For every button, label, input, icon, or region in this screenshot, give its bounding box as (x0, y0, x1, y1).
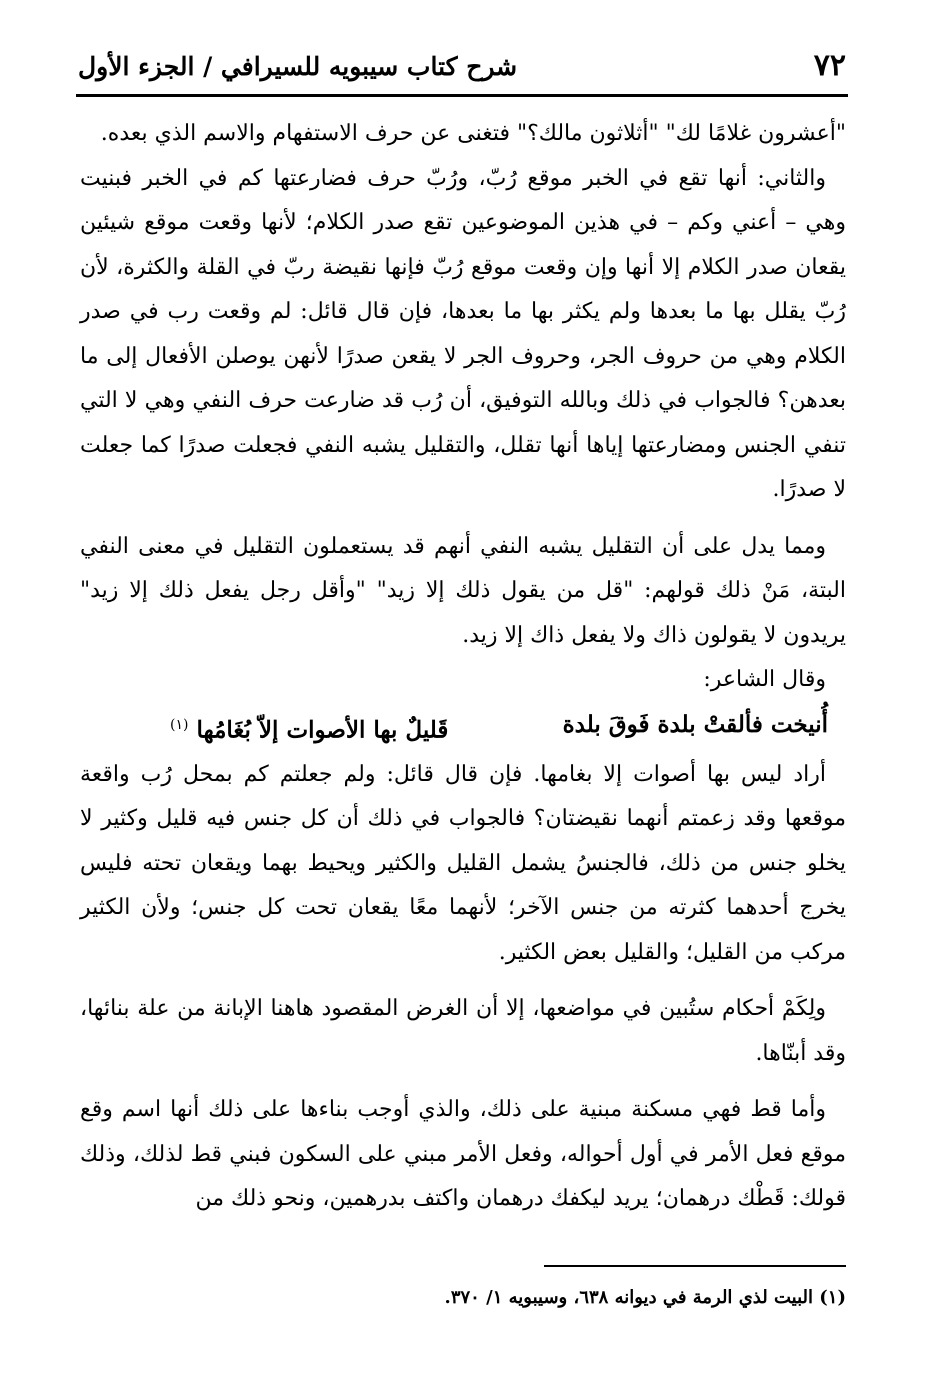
running-title: شرح كتاب سيبويه للسيرافي / الجزء الأول (78, 52, 518, 81)
verse-second-half: قَليلٌ بها الأصوات إلاّ بُغَامُها (196, 716, 449, 744)
main-text (80, 112, 846, 1222)
paragraph: أراد ليس بها أصوات إلا بغامها. فإن قال قائل: ولم جعلتم كم بمحل رُب واقعة موقعها وقد زعمتم أنهما نقيضتان؟ فالجواب في ذلك أن كل جنس فيه قليل وكثير لا يخلو جنس من ذلك، فالجنسُ يشمل القليل والكثير ويحيط بهما ويقعان تحته فليس يخرج أحدهما كثرته من جنس الآخر؛ لأنهما معًا يقعان تحت كل جنس؛ ولأن الكثير مركب من القليل؛ والقليل بعض الكثير. (80, 761, 846, 965)
page-header (78, 44, 846, 90)
paragraph: ولِكَمْ أحكام ستُبين في مواضعها، إلا أن الغرض المقصود هاهنا الإبانة من علة بنائها، وقد أبنّاها. (80, 996, 846, 1066)
paragraph: "أعشرون غلامًا لك" "أثلاثون مالك؟" فتغنى عن حرف الاستفهام والاسم الذي بعده. (100, 121, 846, 146)
page-number: ٧٢ (813, 48, 846, 83)
footnote-divider (544, 1265, 846, 1267)
header-divider (76, 94, 848, 97)
paragraph: وأما قط فهي مسكنة مبنية على ذلك، والذي أوجب بناءها على ذلك أنها اسم وقع موقع فعل الأمر في أول أحواله، وفعل الأمر مبني على السكون فبني قط لذلك، وذلك قولك: قَطْك درهمان؛ يريد ليكفك درهمان واكتف بدرهمين، ونحو ذلك من (80, 1097, 846, 1212)
paragraph: وقال الشاعر: (703, 667, 826, 692)
footnote: (١) البيت لذي الرمة في ديوانه ٦٣٨، وسيبويه ١/ ٣٧٠. (444, 1287, 846, 1308)
verse-second-half-wrap (170, 703, 448, 753)
verse-first-half: أُنيخت فألقتْ بلدة فَوقَ بلدة (562, 710, 828, 738)
paragraph: والثاني: أنها تقع في الخبر موقع رُبّ، ورُبّ حرف فضارعتها كم في الخبر فبنيت وهي – أعني وكم – في هذين الموضوعين تقع صدر الكلام؛ لأنها وقعت موقع شيئين يقعان صدر الكلام إلا أنها وإن وقعت موقع رُبّ فإنها نقيضة ربّ في القلة والكثرة، لأن رُبّ يقلل بها ما بعدها ولم يكثر بها ما بعدها، فإن قال قائل: لم وقعت رب في صدر الكلام وهي من حروف الجر، وحروف الجر لا يقعن صدرًا لأنهن يوصلن الأفعال إلى ما بعدهن؟ فالجواب في ذلك وبالله التوفيق، أن رُب قد ضارعت حرف النفي وهي لا التي تنفي الجنس ومضارعتها إياها أنها تقلل، والتقليل يشبه النفي فجعلت صدرًا كما جعلت لا صدرًا. (80, 165, 846, 502)
poetry-verse (80, 703, 846, 753)
footnote-marker: (١) (170, 716, 189, 733)
paragraph: ومما يدل على أن التقليل يشبه النفي أنهم قد يستعملون التقليل في معنى النفي البتة، مَنْ ذلك قولهم: "قل من يقول ذلك إلا زيد" "وأقل رجل يفعل ذلك إلا زيد" يريدون لا يقولون ذاك ولا يفعل ذاك إلا زيد. (80, 533, 846, 648)
